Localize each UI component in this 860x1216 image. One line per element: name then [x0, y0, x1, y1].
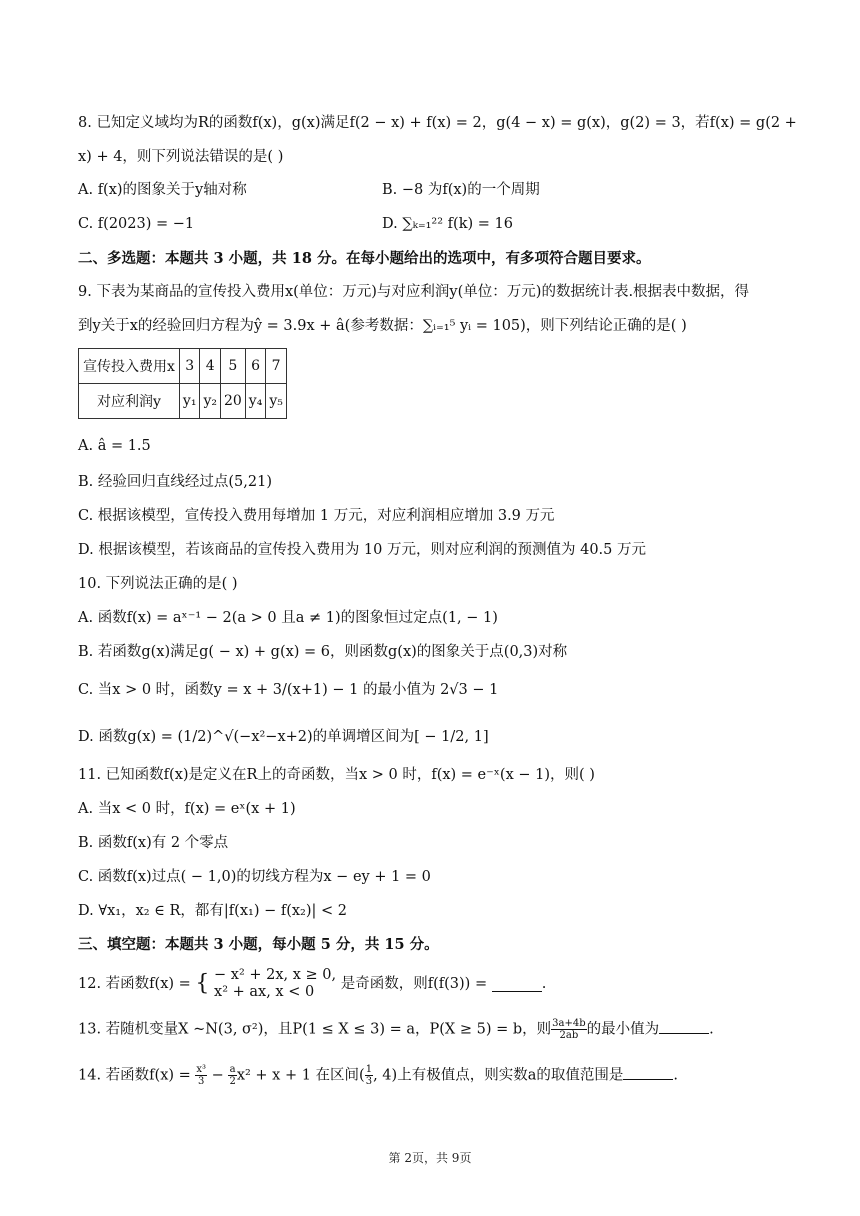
q8-stem-line1: 8. 已知定义域均为R的函数f(x)，g(x)满足f(2 − x) + f(x) = 2，g(4 − x) = g(x)，g(2) = 3，若f(x) = g(2 +	[78, 115, 797, 131]
q14-fraction-1	[195, 1064, 207, 1087]
q9-data-table	[78, 348, 287, 419]
table-cell: 5	[220, 349, 245, 384]
q9-option-a: A. â = 1.5	[78, 438, 151, 454]
q9-option-b: B. 经验回归直线经过点(5,21)	[78, 474, 272, 490]
q12-prefix: 12. 若函数f(x) =	[78, 976, 191, 992]
q9-stem-line2: 到y关于x的经验回归方程为ŷ = 3.9x + â(参考数据：∑ᵢ₌₁⁵ yᵢ = 105)，则下列结论正确的是( )	[78, 318, 687, 334]
table-cell: 宣传投入费用x	[79, 349, 180, 384]
table-cell: 对应利润y	[79, 384, 180, 419]
q13-suffix: 的最小值为	[586, 1021, 660, 1038]
section-3-heading: 三、填空题：本题共 3 小题，每小题 5 分，共 15 分。	[78, 936, 439, 953]
page-footer: 第 2页，共 9页	[388, 1151, 472, 1165]
q12-case1: − x² + 2x, x ≥ 0,	[214, 967, 337, 983]
table-cell: y₁	[179, 384, 200, 419]
brace-icon: {	[195, 971, 210, 996]
q12-suffix: 是奇函数，则f(f(3)) =	[340, 976, 488, 992]
q10-option-b: B. 若函数g(x)满足g( − x) + g(x) = 6，则函数g(x)的图象关于点(0,3)对称	[78, 644, 568, 660]
fraction-denominator: 3	[365, 1076, 373, 1087]
table-cell: 6	[245, 349, 266, 384]
q13-prefix: 13. 若随机变量X ~N(3, σ²)，且P(1 ≤ X ≤ 3) = a，P(X ≥ 5) = b，则	[78, 1021, 552, 1038]
q12	[78, 966, 800, 1002]
q14-answer-blank[interactable]	[623, 1065, 673, 1080]
q11-option-d: D. ∀x₁，x₂ ∈ R，都有|f(x₁) − f(x₂)| < 2	[78, 903, 348, 919]
q12-end: .	[541, 976, 547, 992]
q14-fraction-2	[228, 1064, 236, 1087]
q8-option-d: D. ∑ₖ₌₁²² f(k) = 16	[382, 216, 513, 232]
q10-option-a: A. 函数f(x) = aˣ⁻¹ − 2(a > 0 且a ≠ 1)的图象恒过定点(1, − 1)	[78, 610, 498, 626]
fraction-numerator: a	[229, 1064, 236, 1075]
table-cell: 7	[266, 349, 287, 384]
q14-mid: x² + x + 1 在区间(	[236, 1067, 365, 1084]
table-cell: 20	[220, 384, 245, 419]
q8-option-c: C. f(2023) = −1	[78, 216, 195, 232]
q13-fraction	[551, 1018, 586, 1041]
q13	[78, 1018, 800, 1041]
table-cell: y₅	[266, 384, 287, 419]
q8-option-b: B. −8 为f(x)的一个周期	[382, 182, 540, 198]
q10-option-d: D. 函数g(x) = (1/2)^√(−x²−x+2)的单调增区间为[ − 1/2, 1]	[78, 729, 489, 745]
fraction-numerator: 1	[365, 1064, 373, 1075]
fraction-denominator: 2	[229, 1076, 236, 1087]
q14-minus: −	[207, 1067, 229, 1084]
q12-case2: x² + ax, x < 0	[214, 984, 315, 1000]
q11-stem: 11. 已知函数f(x)是定义在R上的奇函数，当x > 0 时，f(x) = e⁻ˣ(x − 1)，则( )	[78, 767, 595, 783]
q12-answer-blank[interactable]	[492, 977, 542, 992]
q8-stem-line2: x) + 4，则下列说法错误的是( )	[78, 149, 284, 165]
fraction-numerator: x³	[196, 1064, 207, 1075]
q14-end: .	[673, 1067, 678, 1084]
fraction-numerator: 3a+4b	[552, 1018, 586, 1029]
table-cell: y₂	[200, 384, 221, 419]
table-cell: 4	[200, 349, 221, 384]
q10-stem: 10. 下列说法正确的是( )	[78, 576, 238, 592]
q11-option-a: A. 当x < 0 时，f(x) = eˣ(x + 1)	[78, 801, 296, 817]
q14-prefix: 14. 若函数f(x) =	[78, 1067, 191, 1084]
fraction-denominator: 3	[198, 1076, 205, 1087]
table-cell: 3	[179, 349, 200, 384]
q11-option-b: B. 函数f(x)有 2 个零点	[78, 835, 229, 851]
table-row	[79, 349, 287, 384]
table-cell: y₄	[245, 384, 266, 419]
q13-answer-blank[interactable]	[659, 1019, 709, 1034]
q12-piecewise	[214, 967, 336, 1001]
section-2-heading: 二、多选题：本题共 3 小题，共 18 分。在每小题给出的选项中，有多项符合题目要求。	[78, 250, 651, 267]
q11-option-c: C. 函数f(x)过点( − 1,0)的切线方程为x − ey + 1 = 0	[78, 869, 431, 885]
q8-option-a: A. f(x)的图象关于y轴对称	[78, 182, 247, 198]
q14-suffix: , 4)上有极值点，则实数a的取值范围是	[373, 1067, 624, 1084]
table-row	[79, 384, 287, 419]
q13-end: .	[709, 1021, 714, 1038]
q9-option-c: C. 根据该模型，宣传投入费用每增加 1 万元，对应利润相应增加 3.9 万元	[78, 508, 555, 524]
fraction-denominator: 2ab	[559, 1030, 579, 1041]
q14	[78, 1064, 800, 1087]
q9-option-d: D. 根据该模型，若该商品的宣传投入费用为 10 万元，则对应利润的预测值为 40.5 万元	[78, 542, 646, 558]
q14-fraction-3	[365, 1064, 373, 1087]
q10-option-c: C. 当x > 0 时，函数y = x + 3/(x+1) − 1 的最小值为 2√3 − 1	[78, 682, 499, 698]
q9-stem-line1: 9. 下表为某商品的宣传投入费用x(单位：万元)与对应利润y(单位：万元)的数据统计表.根据表中数据，得	[78, 284, 750, 300]
